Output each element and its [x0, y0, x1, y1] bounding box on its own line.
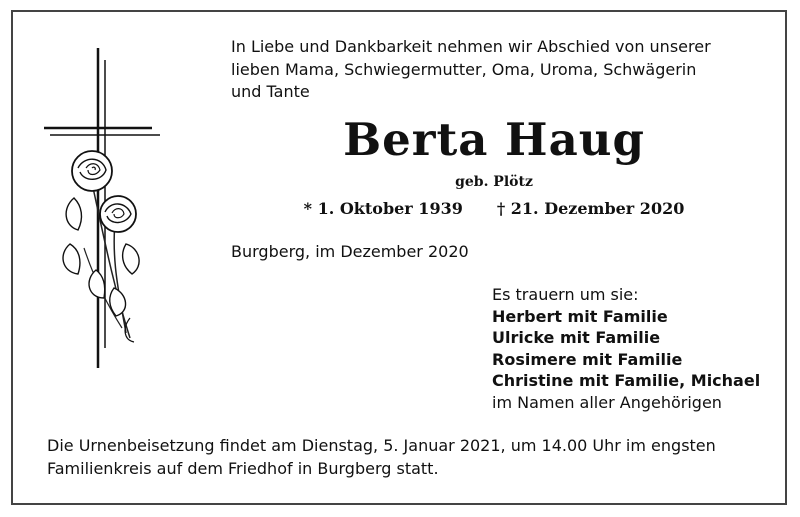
funeral-notice	[47, 435, 777, 480]
mourner-name: Rosimere mit Familie	[492, 349, 683, 369]
deceased-name: Berta Haug	[343, 113, 645, 166]
notice-line: Die Urnenbeisetzung findet am Dienstag, 5. Januar 2021, um 14.00 Uhr im engsten	[47, 436, 716, 455]
intro-line: In Liebe und Dankbarkeit nehmen wir Abschied von unserer	[231, 37, 711, 56]
mourners-closing: im Namen aller Angehörigen	[492, 392, 722, 412]
mourner-name: Christine mit Familie, Michael	[492, 371, 761, 390]
birth-date: * 1. Oktober 1939	[303, 199, 463, 218]
maiden-name: geb. Plötz	[455, 174, 533, 190]
cross-with-roses-icon	[44, 48, 164, 368]
intro-line: und Tante	[231, 82, 310, 101]
place-date: Burgberg, im Dezember 2020	[231, 242, 469, 261]
intro-text	[231, 36, 771, 104]
mourner-name: Herbert mit Familie	[492, 306, 668, 326]
mourner-name: Ulricke mit Familie	[492, 328, 661, 347]
notice-line: Familienkreis auf dem Friedhof in Burgberg statt.	[47, 458, 439, 478]
death-date: † 21. Dezember 2020	[496, 199, 685, 218]
mourners-block	[492, 284, 782, 413]
intro-line: lieben Mama, Schwiegermutter, Oma, Uroma, Schwägerin	[231, 59, 697, 79]
life-dates	[230, 199, 758, 218]
mourners-heading: Es trauern um sie:	[492, 285, 639, 304]
